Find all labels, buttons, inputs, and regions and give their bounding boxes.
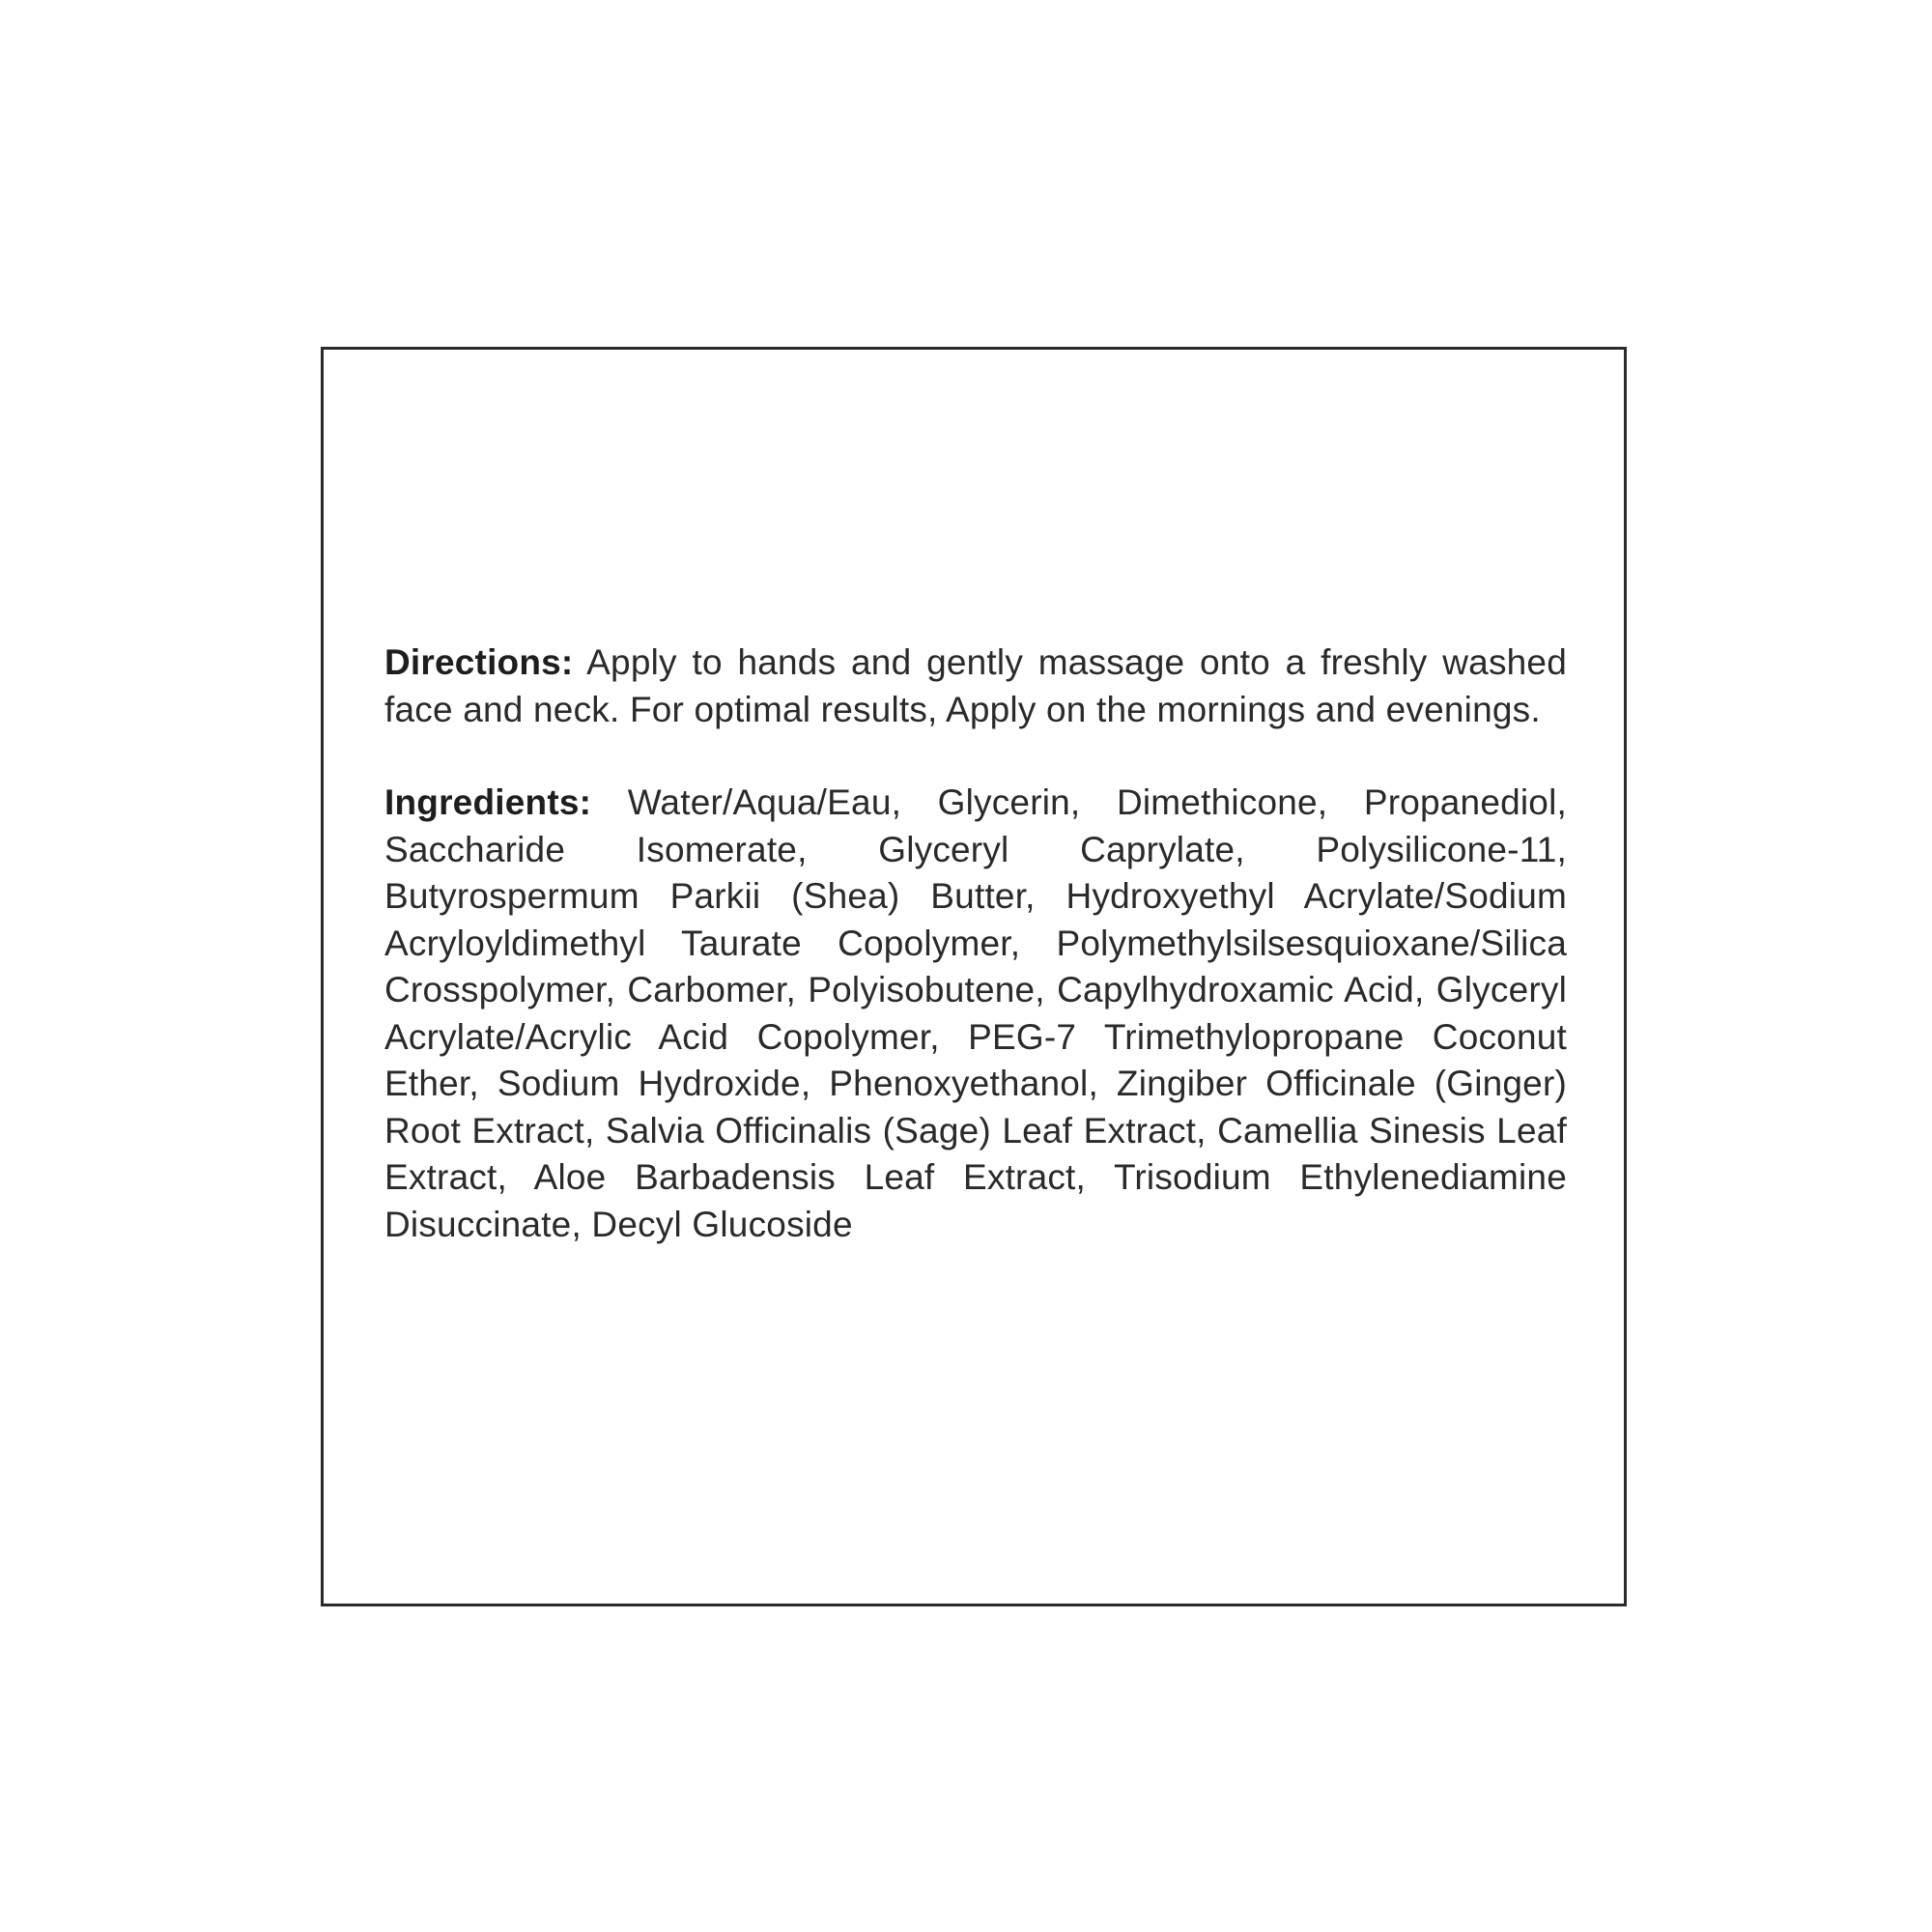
ingredients-heading: Ingredients: xyxy=(384,782,592,822)
ingredients-text: Water/Aqua/Eau, Glycerin, Dimethicone, Propanediol, Saccharide Isomerate, Glyceryl Caprylate, Polysilicone-11, Butyrospermum Parkii (Shea) Butter, Hydroxyethyl Acrylate/Sodium Acryloyldimethyl Taurate Copolymer, Polymethylsilsesquioxane/Silica Crosspolymer, Carbomer, Polyisobutene, Capylhydroxamic Acid, Glyceryl Acrylate/Acrylic Acid Copolymer, PEG-7 Trimethylopropane Coconut Ether, Sodium Hydroxide, Phenoxyethanol, Zingiber Officinale (Ginger) Root Extract, Salvia Officinalis (Sage) Leaf Extract, Camellia Sinesis Leaf Extract, Aloe Barbadensis Leaf Extract, Trisodium Ethylenediamine Disuccinate, Decyl Glucoside xyxy=(384,782,1567,1244)
directions-heading: Directions: xyxy=(384,642,574,682)
label-text-block xyxy=(384,639,1567,1248)
directions-text: Apply to hands and gently massage onto a freshly washed face and neck. For optimal results, Apply on the mornings and evenings. xyxy=(384,642,1567,729)
ingredients-paragraph xyxy=(384,780,1567,1248)
directions-paragraph xyxy=(384,639,1567,733)
